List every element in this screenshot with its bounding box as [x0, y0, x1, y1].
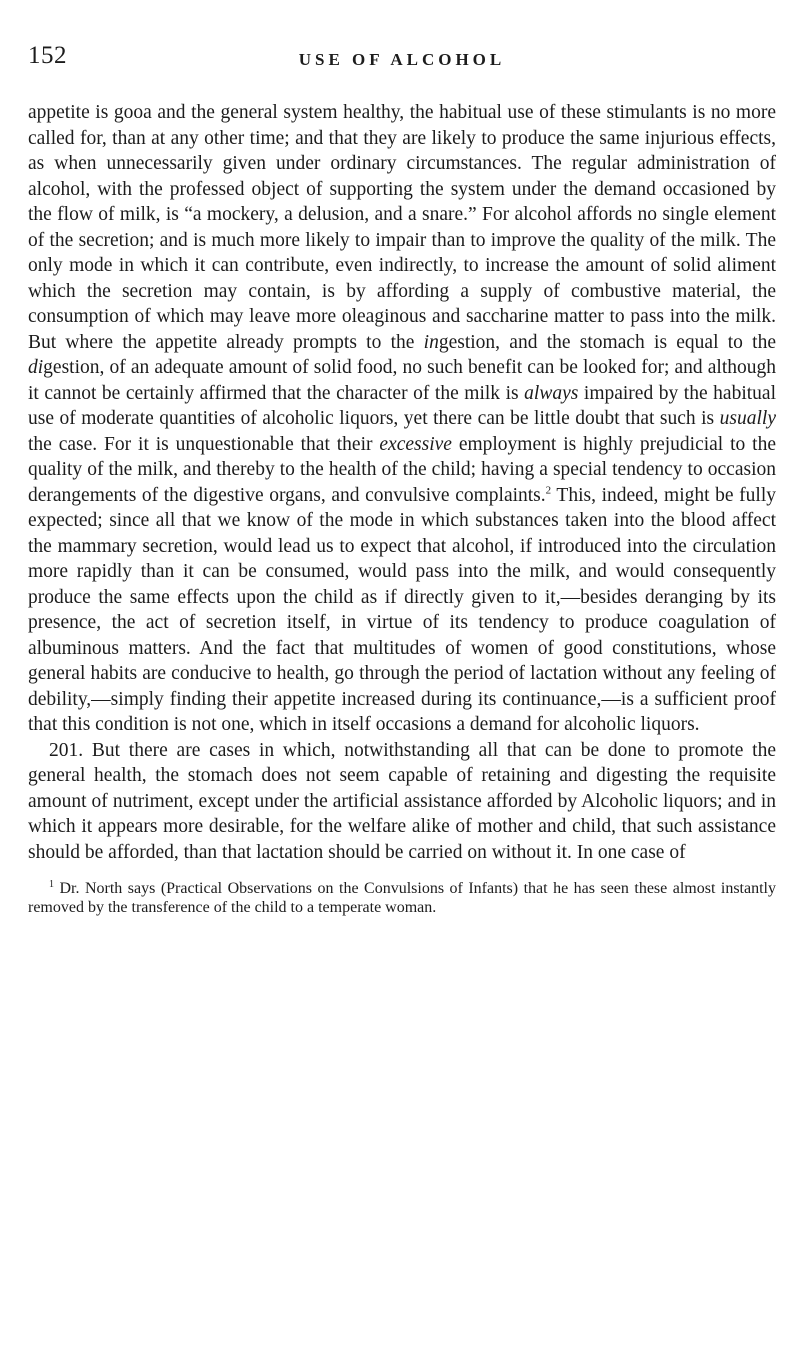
footnote-reference: 2	[545, 484, 552, 496]
page-number: 152	[28, 42, 67, 69]
footnote	[28, 875, 776, 917]
running-head	[28, 42, 776, 78]
running-title: USE OF ALCOHOL	[298, 50, 506, 69]
body-text	[28, 100, 776, 865]
paragraph-continued: appetite is gooa and the general system healthy, the habitual use of these stimulants is no more called for, than at any other time; and that they are likely to produce the same injurious effects, as when unnecessarily given under ordinary circumstances. The regular administration of alcohol, with the professed object of supporting the system under the demand occasioned by the flow of milk, is “a mockery, a delusion, and a snare.” For alcohol affords no single element of the secretion; and is much more likely to impair than to improve the quality of the milk. The only mode in which it can contribute, even indirectly, to increase the amount of solid aliment which the secretion may contain, is by affording a supply of combustive material, the consumption of which may leave more oleaginous and saccharine matter to pass into the milk. But where the appetite already prompts to the ingestion, and the stomach is equal to the digestion, of an adequate amount of solid food, no such benefit can be looked for; and although it cannot be certainly affirmed that the character of the milk is always impaired by the habitual use of moderate quantities of alcoholic liquors, yet there can be little doubt that such is usually the case. For it is unquestionable that their excessive employment is highly prejudicial to the quality of the milk, and thereby to the health of the child; having a special tendency to occasion derangements of the digestive organs, and convulsive complaints.$^2$ This, indeed, might be fully expected; since all that we know of the mode in which substances taken into the blood affect the mammary secretion, would lead us to expect that alcohol, if introduced into the circulation more rapidly than it can be consumed, would pass into the milk, and would consequently produce the same effects upon the child as if directly given to it,—besides deranging by its presence, the act of secretion itself, in virtue of its tendency to produce coagulation of albuminous matters. And the fact that multitudes of women of good constitutions, whose general habits are conducive to health, go through the period of lactation without any feeling of debility,—simply finding their appetite increased during its continuance,—is a sufficient proof that this condition is not one, which in itself occasions a demand for alcoholic liquors.	[28, 102, 777, 735]
footnote-mark: 1	[49, 879, 54, 890]
footnote-text: Dr. North says (Practical Observations on the Convulsions of Infants) that he has seen these almost instantly removed by the transference of the child to a temperate woman.	[28, 880, 776, 916]
paragraph-201: 201. But there are cases in which, notwithstanding all that can be done to promote the general health, the stomach does not seem capable of retaining and digesting the requisite amount of nutriment, except under the artificial assistance afforded by Alcoholic liquors; and in which it appears more desirable, for the welfare alike of mother and child, that such assistance should be afforded, than that lactation should be carried on without it. In one case of	[28, 739, 776, 863]
book-page	[28, 42, 776, 917]
